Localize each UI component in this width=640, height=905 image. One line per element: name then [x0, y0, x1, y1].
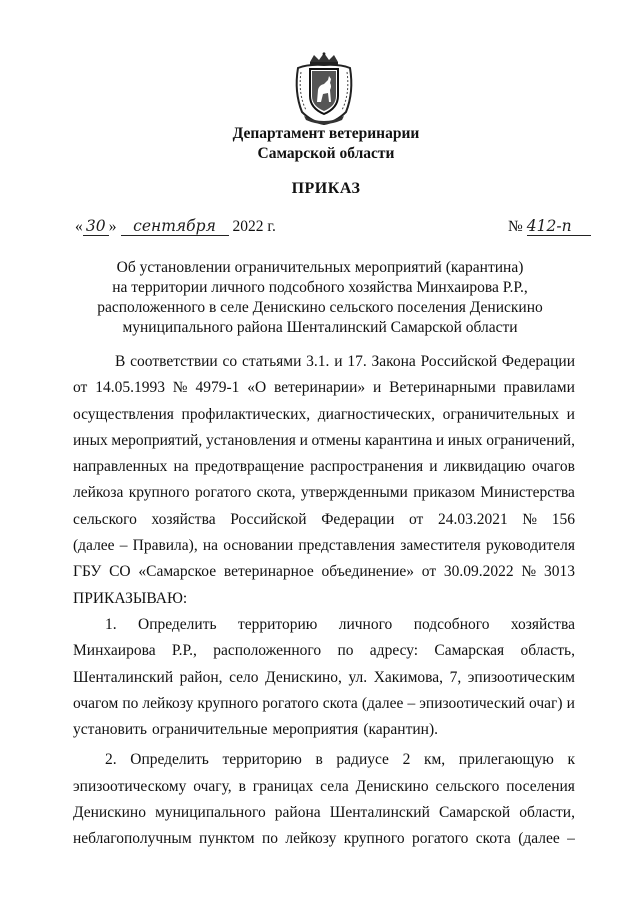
- word: очагов: [531, 458, 575, 476]
- text-line: [73, 612, 575, 638]
- word: скота,: [256, 484, 296, 502]
- text-line: [73, 454, 575, 480]
- number-label: №: [508, 218, 523, 235]
- word: мероприятия: [272, 721, 359, 739]
- item-2-paragraph: [73, 747, 575, 852]
- word: область,: [520, 642, 575, 660]
- subject-line: муниципального района Шенталинский Самарской области: [122, 319, 518, 336]
- word: 14.05.1993: [95, 379, 165, 397]
- word: от: [421, 563, 437, 581]
- word: Определить: [138, 615, 217, 633]
- word: Федерации: [501, 353, 575, 370]
- word: в: [238, 777, 246, 795]
- text-line: [73, 747, 575, 773]
- text-line: [73, 638, 575, 664]
- word: эпизоотическим: [467, 668, 575, 686]
- word: личного: [338, 615, 393, 633]
- word: объединение»: [321, 563, 415, 581]
- subject-line: на территории личного подсобного хозяйства Минхаирова Р.Р.,: [112, 279, 528, 296]
- word: сельского: [435, 777, 500, 795]
- word: установления: [205, 431, 296, 449]
- word: хозяйства: [151, 510, 216, 528]
- word: и: [435, 431, 445, 449]
- word: крупного: [128, 484, 190, 502]
- word: от: [409, 510, 424, 528]
- order-subject: [0, 258, 640, 338]
- word: ул.: [348, 668, 368, 686]
- word: статьями: [241, 353, 302, 370]
- word: представления: [298, 537, 396, 555]
- word: №: [522, 510, 538, 528]
- text-line: [73, 826, 575, 852]
- text-line: [73, 559, 575, 585]
- word: правилами: [503, 379, 575, 397]
- word: В: [115, 353, 126, 370]
- word: Шенталинский: [329, 804, 430, 822]
- word: соответствии: [130, 353, 218, 370]
- word: границах: [252, 777, 314, 795]
- word: крупного: [343, 830, 405, 848]
- word: Правила),: [132, 537, 198, 555]
- word: ликвидацию: [443, 458, 526, 476]
- text-line: [73, 428, 575, 454]
- document-title: ПРИКАЗ: [291, 180, 361, 197]
- word: 1.: [105, 615, 117, 633]
- word: профилактических,: [181, 405, 311, 423]
- word: Минхаирова: [73, 642, 156, 660]
- word: Определить: [130, 751, 209, 769]
- word: лейкозу: [285, 830, 337, 848]
- word: эпизоотическому: [73, 777, 187, 795]
- word: №: [521, 563, 537, 581]
- word: №: [172, 379, 188, 397]
- word: радиусе: [336, 751, 389, 769]
- word: иных: [73, 431, 108, 449]
- word: Самарской: [438, 804, 511, 822]
- text-line: [73, 665, 575, 691]
- word: 3013: [543, 563, 575, 581]
- word: очаг): [529, 694, 563, 712]
- word: 24.03.2021: [437, 510, 508, 528]
- word: –: [119, 537, 128, 555]
- word: село: [229, 668, 259, 686]
- word: и: [299, 431, 308, 449]
- word: отмены: [311, 431, 362, 449]
- word: по: [337, 642, 354, 660]
- word: адресу:: [369, 642, 419, 660]
- word: приказом: [413, 484, 475, 502]
- word: км,: [423, 751, 446, 769]
- text-line: [73, 480, 575, 506]
- word: «О: [247, 379, 267, 397]
- text-line: [73, 533, 575, 559]
- word: руководителя: [485, 537, 575, 555]
- word: Денискино,: [265, 668, 342, 686]
- word: заместителя: [400, 537, 481, 555]
- date-month-handwritten: сентября: [121, 217, 229, 236]
- text-line: [73, 586, 575, 612]
- word: в: [315, 751, 323, 769]
- word: неблагополучным: [73, 830, 192, 848]
- word: лейкоза: [73, 484, 124, 502]
- word: Р.Р.,: [171, 642, 197, 660]
- word: сельского: [73, 510, 137, 528]
- word: ограничительных: [442, 405, 559, 423]
- word: ветеринарии»: [274, 379, 366, 397]
- word: хозяйства: [510, 615, 575, 633]
- word: ветеринарное: [223, 563, 314, 581]
- word: карантина: [364, 431, 433, 449]
- word: Денискино: [355, 777, 429, 795]
- word: рогатого: [412, 830, 469, 848]
- word: –: [407, 694, 416, 712]
- word: очагом: [73, 694, 119, 712]
- word: ограничительные: [151, 721, 268, 739]
- department-name-line-1: Департамент ветеринарии: [232, 125, 420, 142]
- word: территорию: [222, 751, 302, 769]
- word: и: [429, 458, 438, 476]
- word: и: [372, 379, 382, 397]
- word: по: [122, 694, 139, 712]
- word: села: [320, 777, 349, 795]
- word: 4979-1: [195, 379, 240, 397]
- word: Хакимова,: [373, 668, 444, 686]
- word: 2: [402, 751, 411, 769]
- preamble-paragraph: [73, 349, 575, 612]
- word: района: [274, 804, 321, 822]
- order-number: [508, 217, 591, 236]
- word: Федерации: [321, 510, 395, 528]
- word: подсобного: [413, 615, 490, 633]
- word: ограничений,: [486, 431, 575, 449]
- word: район,: [179, 668, 223, 686]
- date-close-quote: »: [108, 218, 117, 235]
- subject-line: Об установлении ограничительных мероприятий (карантина): [116, 259, 524, 276]
- word: «Самарское: [138, 563, 217, 581]
- word: основании: [223, 537, 294, 555]
- word: диагностических,: [317, 405, 435, 423]
- word: –: [567, 830, 575, 848]
- word: (далее: [518, 830, 560, 848]
- word: прилегающую: [458, 751, 554, 769]
- word: расположенного: [213, 642, 322, 660]
- word: 30.09.2022: [443, 563, 514, 581]
- word: области,: [519, 804, 575, 822]
- word: рогатого: [262, 694, 319, 712]
- subject-line: расположенного в селе Денискино сельского поселения Денискино: [97, 299, 543, 316]
- word: пунктом: [199, 830, 255, 848]
- word: территорию: [237, 615, 318, 633]
- word: Шенталинский: [73, 668, 174, 686]
- word: Российской: [230, 510, 307, 528]
- order-body: [73, 349, 575, 853]
- word: (карантин).: [363, 721, 438, 739]
- word: Министерства: [480, 484, 575, 502]
- samara-coat-of-arms-icon: [290, 52, 358, 126]
- word: иных: [447, 431, 483, 449]
- word: на: [173, 458, 189, 476]
- word: лейкозу: [142, 694, 194, 712]
- word: Самарская: [434, 642, 505, 660]
- word: ПРИКАЗЫВАЮ:: [73, 589, 188, 607]
- word: ГБУ: [73, 563, 102, 581]
- text-line: [73, 349, 575, 375]
- word: (далее: [361, 694, 404, 712]
- date-open-quote: «: [75, 218, 83, 235]
- word: скота: [475, 830, 511, 848]
- word: эпизоотический: [419, 694, 525, 712]
- text-line: [73, 717, 575, 743]
- word: 156: [551, 510, 575, 528]
- word: и: [334, 353, 343, 370]
- date-day-handwritten: 30: [83, 217, 109, 236]
- word: 7,: [449, 668, 462, 686]
- word: муниципального: [155, 804, 266, 822]
- text-line: [73, 774, 575, 800]
- word: СО: [109, 563, 131, 581]
- word: Ветеринарными: [389, 379, 496, 397]
- word: 2.: [105, 751, 117, 769]
- word: и: [566, 405, 575, 423]
- word: на: [202, 537, 219, 555]
- word: 17.: [347, 353, 367, 370]
- word: по: [261, 830, 278, 848]
- word: к: [567, 751, 575, 769]
- text-line: [73, 691, 575, 717]
- word: от: [73, 379, 88, 397]
- department-name-line-2: Самарской области: [257, 145, 395, 162]
- word: крупного: [197, 694, 259, 712]
- word: утвержденными: [300, 484, 408, 502]
- word: Российской: [420, 353, 497, 370]
- word: осуществления: [73, 405, 174, 423]
- word: со: [222, 353, 238, 370]
- word: 3.1.: [306, 353, 330, 370]
- number-handwritten: 412-п: [527, 217, 591, 236]
- word: направленных: [73, 458, 168, 476]
- date-year: 2022 г.: [232, 218, 276, 235]
- word: Закона: [371, 353, 416, 370]
- word: поселения: [506, 777, 575, 795]
- word: (далее: [73, 537, 115, 555]
- word: Денискино: [73, 804, 146, 822]
- word: очагу,: [193, 777, 232, 795]
- text-line: [73, 507, 575, 533]
- text-line: [73, 375, 575, 401]
- word: предотвращение: [194, 458, 304, 476]
- word: скота: [322, 694, 358, 712]
- text-line: [73, 800, 575, 826]
- text-line: [73, 402, 575, 428]
- word: и: [566, 694, 575, 712]
- word: мероприятий,: [111, 431, 203, 449]
- word: распространения: [310, 458, 424, 476]
- item-1-paragraph: [73, 612, 575, 743]
- word: установить: [73, 721, 147, 739]
- order-date: [75, 217, 276, 241]
- word: рогатого: [194, 484, 252, 502]
